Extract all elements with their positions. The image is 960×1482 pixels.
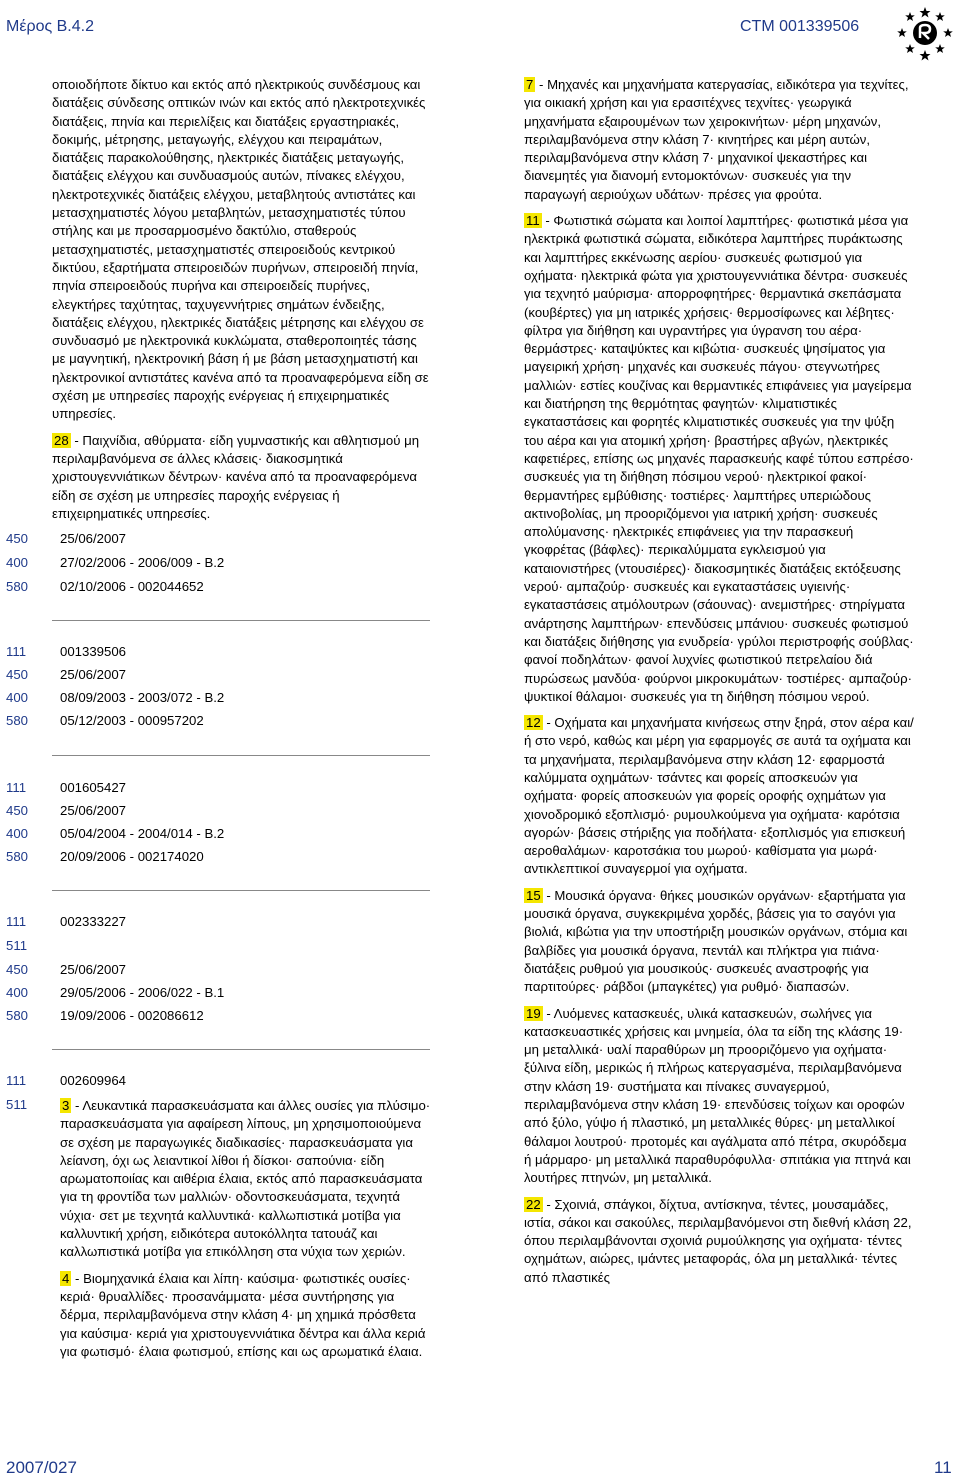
record-separator [52, 890, 430, 891]
record-field-value: 001605427 [60, 780, 127, 795]
record-field-num: 580 [6, 713, 29, 728]
class-code-12: 12 [526, 715, 541, 731]
record-field-value: 08/09/2003 - 2003/072 - B.2 [60, 690, 225, 705]
page-number: 11 [934, 1458, 952, 1477]
record-field-num: 580 [6, 849, 29, 864]
bulletin-issue: 2007/027 [6, 1458, 77, 1477]
record-field-value: 25/06/2007 [60, 531, 127, 546]
class-7-entry [524, 76, 914, 204]
record-field-value: 20/09/2006 - 002174020 [60, 849, 204, 864]
class-15-entry [524, 887, 914, 997]
class-3-entry [60, 1097, 432, 1262]
goods-list-last-record [60, 1097, 432, 1369]
record-field-value: 25/06/2007 [60, 962, 127, 977]
record-field-num: 511 [6, 1097, 28, 1112]
record-field-num: 580 [6, 1008, 29, 1023]
class-3-text: - Λευκαντικά παρασκευάσματα και άλλες ουσίες για πλύσιμο· παρασκευάσματα για αφαίρεση λίπους, μη χρησιμοποιούμενα σε σχέση με παραγωγικές διαδικασίες· παρασκευάσματα για λείανση, όχι ως λειαντικοί λίθοι ή δίσκοι· σαπούνια· είδη αρωματοποιίας και αιθέρια έλαια, εκτός από παρασκευάσματα για τη φροντίδα των μαλλιών· οδοντοσκευάσματα, τεχνητά νύχια· σετ με τεχνητά καλλυντικά· καλλωπιστικά μοτίβα για καλλυντική χρήση, ειδικότερα αυτοκόλλητα τατουάζ και καλλωπιστικά μοτίβα για επικόλληση στα νύχια των χεριών. [60, 1098, 431, 1260]
record-field-num: 400 [6, 555, 29, 570]
record-field-value: 002333227 [60, 914, 127, 929]
record-field-num: 111 [6, 1073, 27, 1088]
record-field-value: 25/06/2007 [60, 667, 127, 682]
class-code-11: 11 [526, 213, 540, 229]
record-field-num: 400 [6, 690, 29, 705]
class-4-entry [60, 1270, 432, 1361]
class-19-text: - Λυόμενες κατασκευές, υλικά κατασκευών, σωλήνες για κατασκευαστικές χρήσεις και μνημεία, όλα τα είδη της κλάσης 19· μη μεταλλικά· υαλί παραθύρων μη προοριζόμενο για οχήματα· ξύλινα είδη, μερικώς ή πλήρως κατεργασμένα, περιλαμβανόμενα στην κλάση 19· συστήματα και πίνακες συναγερμού, περιλαμβανόμενα στην κλάση 19· επενδύσεις τοίχων και οροφών από ξύλο, γύψο ή πλαστικό, μη μεταλλικές θύρες· μη μεταλλικοί θάλαμοι λουτρού· προτομές και αγάλματα από πέτρα, σκυρόδεμα ή μάρμαρο· μη μεταλλικά παραθυρόφυλλα· σπιτάκια για πτηνά και λουτήρες πτηνών, μη μεταλλικά. [524, 1005, 911, 1186]
class-22-text: - Σχοινιά, σπάγκοι, δίχτυα, αντίσκηνα, τέντες, μουσαμάδες, ιστία, σάκοι και σακούλες, περιλαμβανόμενοι στη διεθνή κλάση 22, όπου περιλαμβάνονται σχοινιά ρυμούλκησης για οχήματα· τέντες οχημάτων, αιώρες, ιμάντες μεταφοράς, όλα μη μεταλλικά· τέντες από πλαστικές [524, 1196, 912, 1285]
class-code-7: 7 [526, 77, 534, 92]
record-separator [52, 1049, 430, 1050]
class-28-text: - Παιχνίδια, αθύρματα· είδη γυμναστικής και αθλητισμού μη περιλαμβανόμενα σε άλλες κλάσεις· διακοσμητικά χριστουγεννιάτικων δέντρων· κανένα από τα προαναφερόμενα είδη σε σχέση με υπηρεσίες παροχής ενέργειας ή επιχειρηματικές υπηρεσίες. [52, 432, 420, 521]
record-field-value: 29/05/2006 - 2006/022 - B.1 [60, 985, 225, 1000]
record-separator [52, 620, 430, 621]
record-separator [52, 755, 430, 756]
record-field-value: 002609964 [60, 1073, 127, 1088]
class-15-text: - Μουσικά όργανα· θήκες μουσικών οργάνων· εξαρτήματα για μουσικά όργανα, συγκεκριμένα χορδές, βάσεις για το σαγόνι για βιολιά, κιβώτια για την υποστήριξη μουσικών οργάνων, στόμια και βαλβίδες για μουσικά όργανα, πεντάλ και πλήκτρα για πιάνα· διατάξεις ρυθμού για μουσικούς· συσκευές αναστροφής για παρτιτούρες· ράβδοι (μπαγκέτες) για ρυθμό· διαπασών. [524, 887, 908, 995]
record-field-value: 05/12/2003 - 000957202 [60, 713, 204, 728]
record-field-num: 111 [6, 914, 27, 929]
record-field-value: 25/06/2007 [60, 803, 127, 818]
ohim-logo-icon [896, 4, 954, 62]
class-22-entry [524, 1196, 914, 1287]
class-4-text: - Βιομηχανικά έλαια και λίπη· καύσιμα· φωτιστικές ουσίες· κεριά· θρυαλλίδες· προσανάμματα· μέσα συντήρησης για δέρμα, περιλαμβανόμενα στην κλάση 4· μη χημικά πρόσθετα για καύσιμα· κεριά για χριστουγεννιάτικα δέντρα και άλλα κεριά για φωτισμό· έλαια φωτισμού, επίσης και ως αρωματικά έλαια. [60, 1270, 426, 1359]
record-field-num: 511 [6, 938, 28, 953]
record-field-num: 450 [6, 962, 29, 977]
class-7-text: - Μηχανές και μηχανήματα κατεργασίας, ειδικότερα για τεχνίτες, για οικιακή χρήση και για ερασιτέχνες τεχνίτες· γεωργικά μηχανήματα εξαιρουμένων των χειροκινήτων· μέρη μηχανών, περιλαμβανόμενα στην κλάση 7· κινητήρες και μέρη αυτών, περιλαμβανόμενα στην κλάση 7· μηχανικοί ψεκαστήρες και διανεμητές για διανομή εντομοκτόνων· συσκευές για την παραγωγή αεριούχων υδάτων· πρέσες για φρούτα. [524, 77, 909, 202]
record-field-num: 450 [6, 667, 29, 682]
record-field-num: 400 [6, 826, 29, 841]
class-28-entry [52, 432, 432, 523]
class-12-text: - Οχήματα και μηχανήματα κινήσεως στην ξηρά, στον αέρα και/ ή στο νερό, καθώς και μέρη για εφαρμογές σε αυτά τα οχήματα και τα μηχανήματα, περιλαμβανόμενα στην κλάση 12· εφαρμοστά καλύμματα οχημάτων· τσάντες και φορείς αποσκευών για οχήματα· φορείς αποσκευών για φορείς οροφής οχημάτων για χιονοδρομικό εξοπλισμό· ρυμουλκούμενα για οχήματα· καρότσια αγορών· βάσεις στήριξης για ποδήλατα· εξοπλισμός για επισκευή αεροθαλάμων· καροτσάκια του μωρού· καθίσματα για μωρά· αντικλεπτικοί συναγερμοί για οχήματα. [524, 715, 914, 877]
class-code-22: 22 [526, 1196, 541, 1212]
document-part: Μέρος B.4.2 [6, 18, 94, 35]
record-field-num: 450 [6, 531, 29, 546]
class-19-entry [524, 1005, 914, 1188]
record-field-value: 02/10/2006 - 002044652 [60, 579, 204, 594]
left-column [52, 76, 432, 531]
record-field-value: 19/09/2006 - 002086612 [60, 1008, 204, 1023]
class-code-15: 15 [526, 887, 541, 903]
record-field-num: 111 [6, 780, 27, 795]
record-field-num: 111 [6, 644, 27, 659]
record-field-value: 001339506 [60, 644, 127, 659]
record-field-value: 05/04/2004 - 2004/014 - B.2 [60, 826, 225, 841]
class-code-19: 19 [526, 1005, 541, 1021]
class-code-3: 3 [62, 1098, 70, 1113]
record-field-num: 580 [6, 579, 29, 594]
record-field-num: 400 [6, 985, 29, 1000]
ctm-number: CTM 001339506 [740, 18, 860, 35]
continuation-paragraph: οποιοδήποτε δίκτυο και εκτός από ηλεκτρικούς συνδέσμους και διατάξεις σύνδεσης οπτικών ινών και εκτός από ηλεκτροτεχνικές διατάξεις, πηνία και περιελίξεις και διατάξεις εργαστηριακές, δοκιμής, μέτρησης, μεταγωγής, ελέγχου και πειραμάτων, διατάξεις παρακολούθησης, ηλεκτρικές διατάξεις μεταγωγής, διατάξεις ελέγχου και συνδυασμούς αυτών, πίνακες ελέγχου, ηλεκτροτεχνικές διατάξεις ελέγχου, μεταβλητούς αντιστάτες και μετασχηματιστές λόγου μεταβλητών, μετασχηματιστές τύπου στήλης και με προσαρμοσμένο δακτύλιο, σταθερούς μετασχηματιστές, μετασχηματιστές σπειροειδούς κεντρικού δικτύου, εξαρτήματα σπειροειδών πυρήνων, σπειροειδή πηνία, πηνία σπειροειδούς πυρήνα και σπειροειδείς πυρήνες, ελεγκτήρες ταχύτητας, ταχυγεννήτριες σημάτων ένδειξης, διατάξεις ελέγχου, ηλεκτρικές διατάξεις μέτρησης και ελέγχου σε συνδυασμό με ηλεκτρονικά κυκλώματα, σταθεροποιητές τάσης με μαγνητική, ηλεκτρονική βάση ή με βάση μετασχηματιστή και ηλεκτρονικοί αντιστάτες κανένα από τα προαναφερόμενα είδη σε σχέση με υπηρεσίες παροχής ενέργειας ή επιχειρηματικές υπηρεσίες. [52, 77, 429, 422]
record-field-value: 27/02/2006 - 2006/009 - B.2 [60, 555, 225, 570]
class-code-4: 4 [62, 1270, 70, 1286]
class-12-entry [524, 714, 914, 879]
record-field-num: 450 [6, 803, 29, 818]
class-11-text: - Φωτιστικά σώματα και λοιποί λαμπτήρες· φωτιστικά μέσα για ηλεκτρικά φωτιστικά σώματα, ειδικότερα λαμπτήρες πυράκτωσης και λαμπτήρες εκκένωσης αερίου· συσκευές φωτισμού για οχήματα· ηλεκτρικά φώτα για χριστουγεννιάτικα δέντρα· συσκευές για τεχνητό μαύρισμα· απορροφητήρες· θερμαντικά σκεπάσματα (κουβέρτες) για μη ιατρικές χρήσεις· θερμοσίφωνες και λέβητες· φίλτρα για διήθηση και υγραντήρες για ύγρανση του αέρα· θερμάστρες· καταψύκτες και κιβώτια· συσκευές ψησίματος για μαγειρική χρήση· μηχανές και συσκευές πάγου· στεγνωτήρες μαλλιών· εστίες κουζίνας και θερμαντικές επιφάνειες για μαγείρεμα και διατήρηση της θερμότητας φαγητών· κλιματιστικές εγκαταστάσεις και φορητές κλιματιστικές συσκευές για την ψύξη του αέρα και για ατομική χρήση· βραστήρες αβγών, ηλεκτρικές καφετιέρες, επίσης ως μηχανές παρασκευής καφέ τύπου εσπρέσο· συσκευές για τη διήθηση πόσιμου νερού· ηλεκτρικοί φακοί· θερμαντήρες εμβύθισης· τοστιέρες· λαμπτήρες υπεριώδους ακτινοβολίας, μη προοριζόμενοι για ιατρική χρήση· συσκευές απολύμανσης· ηλεκτρικές επιφάνειες για την παρασκευή γκοφρέτας (βάφλες)· περικαλύμματα εγκλεισμού για καταιονιστήρες (ντουσιέρες)· διακοσμητικές διατάξεις εκτόξευσης νερού· αμπαζούρ· συσκευές και εγκαταστάσεις υγιεινής· εγκαταστάσεις ατμόλουτρων (σάουνας)· ανεμιστήρες· στηρίγματα ανάρτησης λαμπτήρων· επενδύσεις μπάνιου· συσκευές φωτισμού και διατάξεις διήθησης για ενυδρεία· γρύλοι περιστροφής σούβλας· φανοί ποδηλάτων· φανοί λυχνίες φωτιστικού πετρελαίου διά πυρώσεως μανδύα· φούρνοι μικροκυμάτων· τοστιέρες· αμπαζούρ· ψυκτικοί θάλαμοι· συσκευές για τη διήθηση πόσιμου νερού. [524, 213, 914, 704]
class-11-entry [524, 212, 914, 706]
right-column [524, 76, 914, 1295]
class-code-28: 28 [54, 432, 69, 448]
